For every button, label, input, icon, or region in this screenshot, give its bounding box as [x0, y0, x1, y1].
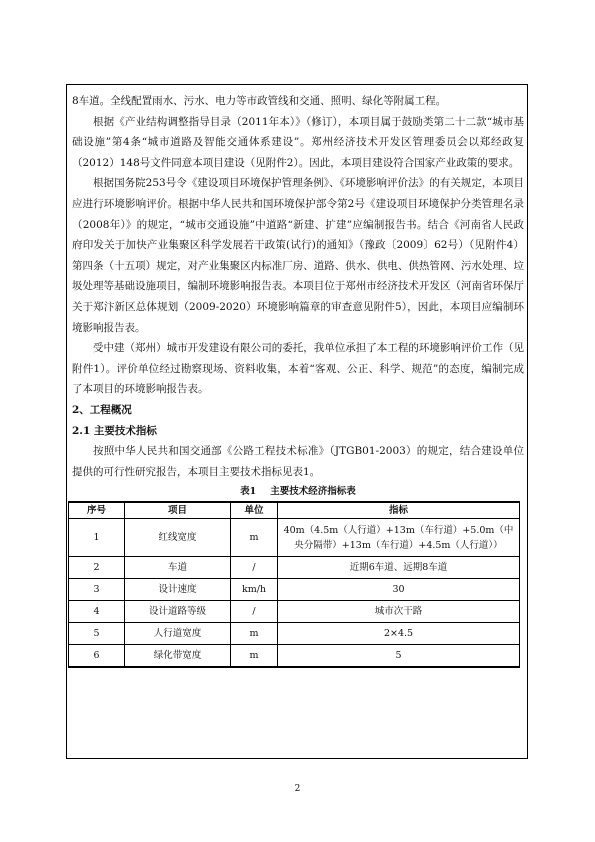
cell-unit: m: [231, 519, 278, 557]
cell-value: 城市次干路: [278, 601, 520, 623]
cell-unit: /: [231, 601, 278, 623]
cell-no: 1: [69, 519, 125, 557]
cell-value: 5: [278, 645, 520, 668]
header-unit: 单位: [231, 502, 278, 519]
cell-item: 设计速度: [125, 579, 231, 601]
table-row: [69, 645, 520, 668]
table-header-row: [69, 502, 520, 519]
table-row: [69, 623, 520, 645]
table-row: [69, 601, 520, 623]
paragraph-industrial-policy: 根据《产业结构调整指导目录（2011年本）》（修订），本项目属于鼓励类第二十二款“城市基础设施”第4条“城市道路及智能交通体系建设”。郑州经济技术开发区管理委员会以郑经政复（2012）148号文件同意本项目建设（见附件2）。因此，本项目建设符合国家产业政策的要求。: [72, 115, 524, 169]
cell-unit: km/h: [231, 579, 278, 601]
table-title: 主要技术经济指标表: [270, 486, 356, 498]
paragraph-commission: 受中建（郑州）城市开发建设有限公司的委托，我单位承担了本工程的环境影响评价工作（见附件1）。评价单位经过勘察现场、资料收集，本着“客观、公正、科学、规范”的态度，编制完成了本项目的环境影响报告表。: [72, 342, 524, 396]
cell-item: 人行道宽度: [125, 623, 231, 645]
header-item: 项目: [125, 502, 231, 519]
table-row: [69, 557, 520, 579]
table-row: [69, 579, 520, 601]
paragraph-project-scope: 8车道。全线配置雨水、污水、电力等市政管线和交通、照明、绿化等附属工程。: [72, 95, 447, 107]
cell-no: 6: [69, 645, 125, 668]
cell-unit: /: [231, 557, 278, 579]
cell-value: 近期6车道、远期8车道: [278, 557, 520, 579]
cell-item: 绿化带宽度: [125, 645, 231, 668]
cell-item: 设计道路等级: [125, 601, 231, 623]
table-number: 表1: [240, 486, 257, 498]
document-body: [72, 91, 524, 668]
section-heading: 2、工程概况: [72, 403, 132, 416]
cell-unit: m: [231, 623, 278, 645]
paragraph-eia-basis: 根据国务院253号令《建设项目环境保护管理条例》、《环境影响评价法》的有关规定，本项目应进行环境影响评价。根据中华人民共和国环境保护部令第2号《建设项目环境保护分类管理名录（2008年）》的规定，“城市交通设施”中道路“新建、扩建”应编制报告书。结合《河南省人民政府印发关于加快产业集聚区科学发展若干政策(试行)的通知》（豫政〔2009〕62号）（见附件4）第四条（十五项）规定，对产业集聚区内标准厂房、道路、供水、供电、供热管网、污水处理、垃圾处理等基础设施项目，编制环境影响报告表。本项目位于郑州市经济技术开发区（河南省环保厅关于郑汴新区总体规划（2009-2020）环境影响篇章的审查意见附件5），因此，本项目应编制环境影响报告表。: [72, 177, 524, 334]
header-no: 序号: [69, 502, 125, 519]
cell-no: 2: [69, 557, 125, 579]
page-number: 2: [294, 784, 301, 794]
cell-value: 2×4.5: [278, 623, 520, 645]
header-value: 指标: [278, 502, 520, 519]
technical-indicators-table: [68, 501, 520, 668]
section-intro: 按照中华人民共和国交通部《公路工程技术标准》（JTGB01-2003）的规定，结合建设单位提供的可行性研究报告，本项目主要技术指标见表1。: [72, 445, 524, 478]
cell-value: 40m（4.5m（人行道）+13m（车行道）+5.0m（中央分隔带）+13m（车行道）+4.5m（人行道））: [278, 519, 520, 557]
cell-no: 3: [69, 579, 125, 601]
cell-unit: m: [231, 645, 278, 668]
cell-no: 5: [69, 623, 125, 645]
cell-value: 30: [278, 579, 520, 601]
table-caption: [72, 483, 524, 501]
cell-item: 车道: [125, 557, 231, 579]
cell-item: 红线宽度: [125, 519, 231, 557]
sub-section-heading: 2.1 主要技术指标: [72, 424, 157, 437]
table-row: [69, 519, 520, 557]
cell-no: 4: [69, 601, 125, 623]
